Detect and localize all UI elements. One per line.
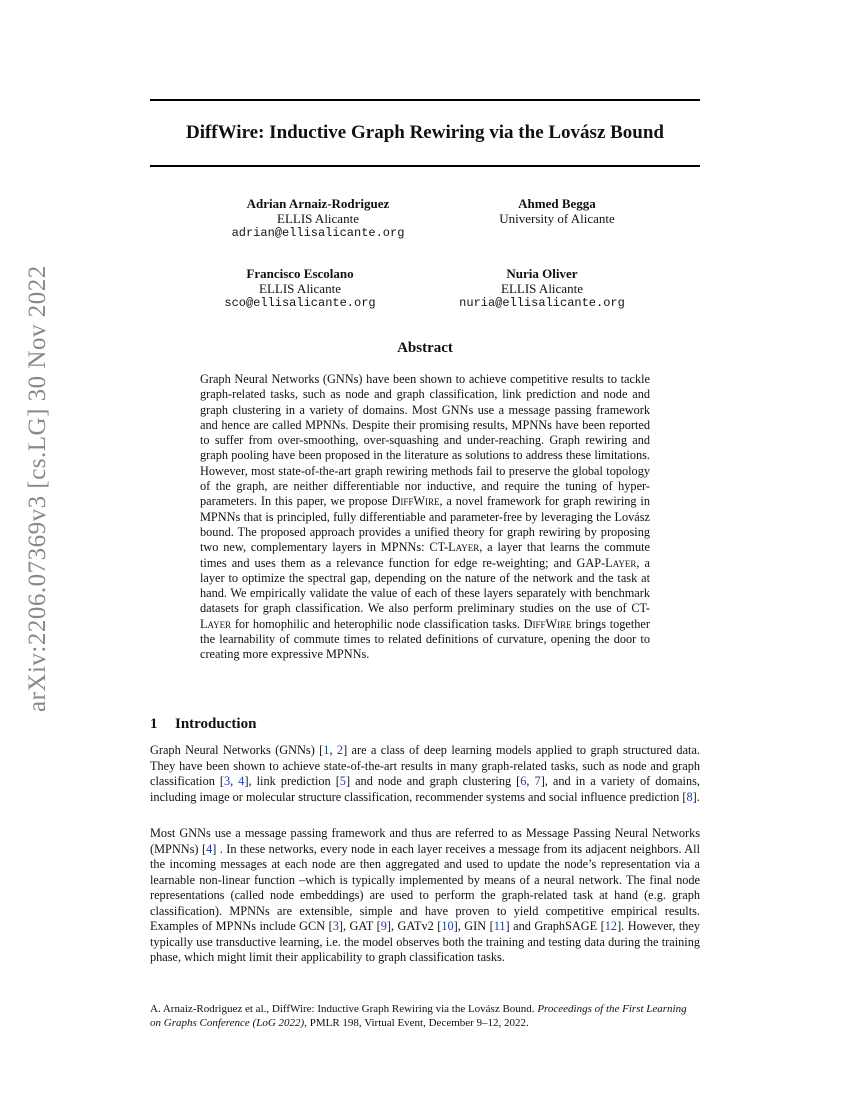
author-name: Nuria Oliver: [506, 266, 578, 281]
abstract-text: , a layer that learns the commute times and uses them as a relevance function for edge re-weighting; and: [200, 540, 650, 570]
body-text: ], and in a variety of domains, including image or molecular structure classification, recommender systems and social influence prediction [: [150, 774, 700, 804]
intro-paragraph-2: [150, 826, 700, 966]
footnote-text: , PMLR 198, Virtual Event, December 9–12, 2022.: [304, 1017, 529, 1029]
author-name: Ahmed Begga: [518, 196, 596, 211]
author-email: nuria@ellisalicante.org: [459, 296, 625, 310]
body-text: ], GIN [: [453, 919, 494, 933]
abstract-text: brings together the learnability of commute times to related definitions of curvature, opening the door to creating more expressive MPNNs.: [200, 616, 650, 662]
layer-name: GAP-Layer: [576, 555, 637, 570]
body-text: ], GATv2 [: [386, 919, 442, 933]
citation-link[interactable]: 10: [441, 919, 454, 933]
body-text: ,: [526, 774, 535, 788]
title-bottom-rule: [150, 165, 700, 167]
abstract-text: , a novel framework for graph rewiring in MPNNs that is principled, fully differentiable and parameter-free by leveraging the Lovász bound. The proposed approach provides a unified theory for graph rewiring by proposing two new, complementary layers in MPNNs:: [200, 494, 650, 555]
paper-title: DiffWire: Inductive Graph Rewiring via the Lovász Bound: [185, 122, 664, 143]
author-email: adrian@ellisalicante.org: [231, 226, 405, 240]
citation-link[interactable]: 2: [336, 743, 344, 757]
method-name: DiffWire: [523, 616, 572, 631]
citation-link[interactable]: 1: [323, 743, 330, 757]
method-name: DiffWire: [391, 494, 440, 509]
author-name: Adrian Arnaiz-Rodriguez: [246, 196, 390, 211]
citation-link[interactable]: 3: [332, 919, 339, 933]
body-text: ] are a class of deep learning models applied to graph structured data. They have been shown to achieve state-of-the-art results in many graph-related tasks, such as node and graph classification [: [150, 743, 700, 788]
author-affiliation: University of Alicante: [499, 211, 615, 226]
citation-link[interactable]: 8: [686, 789, 693, 804]
section-title: Introduction: [175, 716, 257, 732]
author-affiliation: ELLIS Alicante: [259, 281, 341, 296]
citation-link[interactable]: 11: [493, 919, 506, 933]
abstract-body: [200, 372, 650, 663]
body-text: Most GNNs use a message passing framework and thus are referred to as Message Passing Neural Networks (MPNNs) [: [150, 826, 700, 856]
body-text: ] and GraphSAGE [: [505, 919, 605, 933]
body-text: ].: [692, 789, 700, 804]
citation-link[interactable]: 5: [339, 774, 346, 788]
body-text: ] and node and graph clustering [: [345, 774, 521, 788]
venue-name: Proceedings of the First Learning on Graphs Conference (LoG 2022): [150, 1003, 687, 1029]
citation-link[interactable]: 9: [380, 919, 387, 933]
citation-link[interactable]: 3: [224, 774, 231, 788]
layer-name: CT-Layer: [200, 601, 650, 631]
citation-link[interactable]: 4: [238, 774, 245, 788]
author-affiliation: ELLIS Alicante: [277, 211, 359, 226]
body-text: ] . In these networks, every node in each layer receives a message from its adjacent neighbors. All the incoming messages at each node are then aggregated and used to update the node’s representation via a learnable non-linear function –which is typically implemented by means of a neural network. The final node representations (called node embeddings) are used to perform the graph-related task at hand (e.g. graph classification). MPNNs are extensible, simple and have proven to yield competitive empirical results. Examples of MPNNs include GCN [: [150, 841, 701, 933]
author-block: [180, 266, 420, 311]
section-heading: [150, 716, 256, 733]
abstract-text: , a layer to optimize the spectral gap, depending on the nature of the network and the task at hand. We empirically validate the value of each of these layers separately with benchmark datasets for graph classification. We also perform preliminary studies on the use of: [200, 555, 650, 616]
abstract-text: for homophilic and heterophilic node classification tasks.: [231, 616, 524, 631]
citation-link[interactable]: 4: [206, 841, 213, 856]
author-block: [437, 196, 677, 226]
section-number: 1: [150, 716, 158, 732]
title-top-rule: [150, 99, 700, 101]
conference-footnote: [150, 1002, 700, 1030]
arxiv-identifier: arXiv:2206.07369v3 [cs.LG] 30 Nov 2022: [24, 265, 51, 712]
body-text: ], link prediction [: [244, 774, 340, 788]
author-block: [422, 266, 662, 311]
layer-name: CT-Layer: [429, 540, 480, 555]
intro-paragraph-1: [150, 743, 700, 805]
citation-link[interactable]: 12: [604, 919, 618, 933]
body-text: ,: [230, 774, 239, 788]
abstract-heading: Abstract: [397, 340, 453, 356]
citation-link[interactable]: 7: [534, 774, 541, 788]
author-name: Francisco Escolano: [246, 266, 354, 281]
author-affiliation: ELLIS Alicante: [501, 281, 583, 296]
citation-link[interactable]: 6: [520, 774, 527, 788]
body-text: ]. However, they typically use transductive learning, i.e. the model observes both the training and testing data during the training phase, which might limit their applicability to graph classification tasks.: [150, 919, 701, 964]
footnote-text: A. Arnaiz-Rodriguez et al., DiffWire: Inductive Graph Rewiring via the Lovász Bound.: [150, 1003, 538, 1015]
body-text: Graph Neural Networks (GNNs) [: [150, 743, 324, 757]
body-text: ,: [329, 743, 337, 757]
author-block: [198, 196, 438, 241]
abstract-text: Graph Neural Networks (GNNs) have been shown to achieve competitive results to tackle graph-related tasks, such as node and graph classification, link prediction and node and graph clustering in a variety of domains. Most GNNs use a message passing framework and hence are called MPNNs. Despite their promising results, MPNNs have been reported to suffer from over-smoothing, over-squashing and under-reaching. Graph rewiring and graph pooling have been proposed in the literature as solutions to address these limitations. However, most state-of-the-art graph rewiring methods fail to preserve the global topology of the graph, are neither differentiable nor inductive, and require the tuning of hyper-parameters. In this paper, we propose: [200, 372, 650, 509]
body-text: ], GAT [: [338, 919, 381, 933]
author-email: sco@ellisalicante.org: [224, 296, 376, 310]
